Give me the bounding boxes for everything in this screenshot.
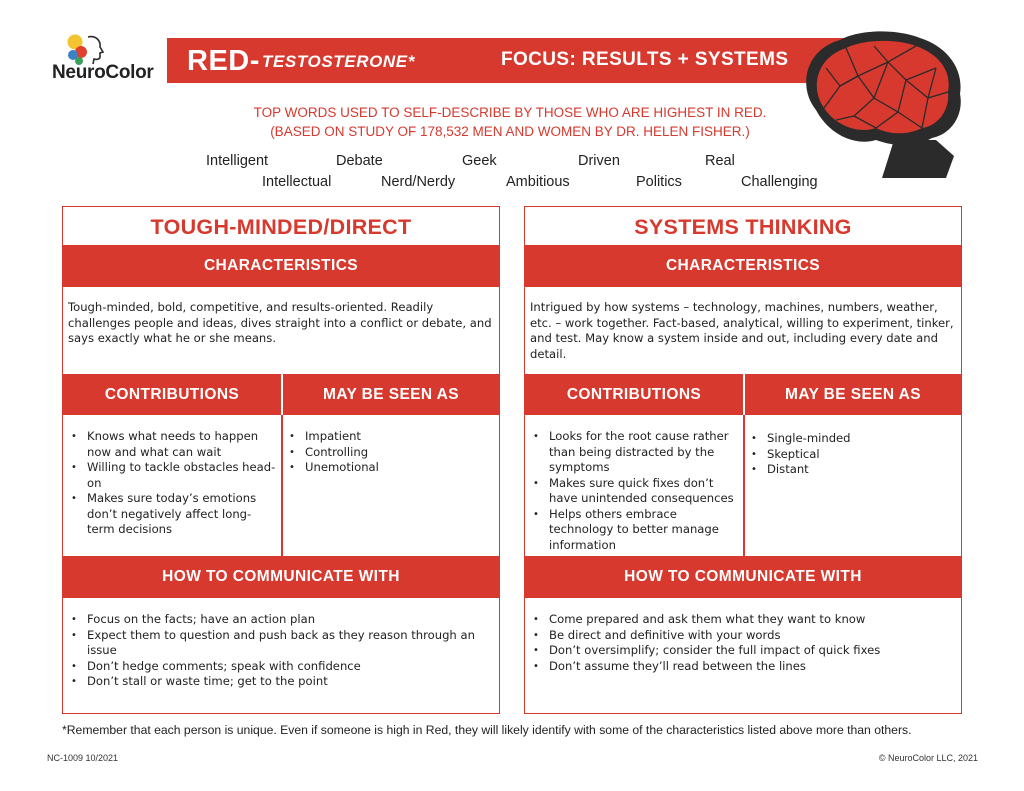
list-item: • Controlling: [286, 445, 491, 461]
list-item: • Helps others embrace technology to better manage information: [530, 507, 740, 554]
characteristics-header: CHARACTERISTICS: [63, 245, 499, 287]
intro-text: [180, 103, 840, 141]
list-item: • Expect them to question and push back as they reason through an issue: [68, 628, 496, 659]
word-item: Nerd/Nerdy: [381, 174, 456, 190]
list-item: • Distant: [748, 462, 953, 478]
word-item: Debate: [336, 153, 383, 169]
list-item: • Don’t assume they’ll read between the lines: [530, 659, 958, 675]
word-item: Intelligent: [206, 153, 269, 169]
contributions-seen-header: [63, 374, 499, 415]
word-item: Politics: [636, 174, 682, 190]
list-item: • Don’t hedge comments; speak with confidence: [68, 659, 496, 675]
how-to-communicate-list: [68, 612, 496, 690]
word-item: Real: [705, 153, 735, 169]
list-item: • Single-minded: [748, 431, 953, 447]
how-to-communicate-list: [530, 612, 958, 674]
characteristics-text: Intrigued by how systems – technology, machines, numbers, weather, etc. – work together. Fact-based, analytical, willing to experiment, tinker, and test. May know a system inside and out, including every date and detail.: [530, 300, 954, 361]
list-item: • Don’t oversimplify; consider the full impact of quick fixes: [530, 643, 958, 659]
characteristics-text: Tough-minded, bold, competitive, and results-oriented. Readily challenges people and ideas, dives straight into a conflict or debate, and says exactly what he or she means.: [68, 300, 492, 345]
neurocolor-logo: [48, 32, 154, 84]
list-item: • Looks for the root cause rather than being distracted by the symptoms: [530, 429, 740, 476]
characteristics-header: CHARACTERISTICS: [525, 245, 961, 287]
card-tough-minded: [62, 206, 500, 714]
word-item: Challenging: [741, 174, 818, 190]
how-to-communicate-header: HOW TO COMMUNICATE WITH: [525, 556, 961, 598]
word-item: Ambitious: [506, 174, 570, 190]
footnote: *Remember that each person is unique. Even if someone is high in Red, they will likely identify with some of the characteristics listed above more than others.: [62, 723, 912, 737]
intro-line-2: (BASED ON STUDY OF 178,532 MEN AND WOMEN BY DR. HELEN FISHER.): [270, 124, 750, 139]
banner-subtitle: TESTOSTERONE*: [262, 52, 415, 71]
copyright: © NeuroColor LLC, 2021: [878, 753, 978, 763]
contributions-header: CONTRIBUTIONS: [63, 374, 281, 415]
contributions-header: CONTRIBUTIONS: [525, 374, 743, 415]
seen-as-list: [748, 431, 953, 478]
column-divider: [743, 415, 745, 556]
list-item: • Willing to tackle obstacles head-on: [68, 460, 278, 491]
banner-title: RED-: [187, 45, 260, 77]
list-item: • Knows what needs to happen now and what can wait: [68, 429, 278, 460]
seen-as-list: [286, 429, 491, 476]
seen-as-header: MAY BE SEEN AS: [745, 374, 961, 415]
header-banner: [167, 38, 867, 83]
column-divider: [281, 415, 283, 556]
word-item: Intellectual: [262, 174, 332, 190]
card-title: TOUGH-MINDED/DIRECT: [150, 215, 412, 239]
logo-text: NeuroColor: [52, 62, 154, 83]
list-item: • Skeptical: [748, 447, 953, 463]
card-title: SYSTEMS THINKING: [634, 215, 852, 239]
seen-as-header: MAY BE SEEN AS: [283, 374, 499, 415]
list-item: • Makes sure quick fixes don’t have unintended consequences: [530, 476, 740, 507]
list-item: • Makes sure today’s emotions don’t negatively affect long-term decisions: [68, 491, 278, 538]
word-item: Geek: [462, 153, 497, 169]
list-item: • Come prepared and ask them what they want to know: [530, 612, 958, 628]
list-item: • Impatient: [286, 429, 491, 445]
list-item: • Don’t stall or waste time; get to the point: [68, 674, 496, 690]
list-item: • Focus on the facts; have an action plan: [68, 612, 496, 628]
document-code: NC-1009 10/2021: [47, 753, 119, 763]
contributions-list: [68, 429, 278, 538]
intro-line-1: TOP WORDS USED TO SELF-DESCRIBE BY THOSE WHO ARE HIGHEST IN RED.: [253, 105, 767, 120]
word-item: Driven: [578, 153, 620, 169]
banner-focus: FOCUS: RESULTS + SYSTEMS: [501, 49, 789, 70]
contributions-list: [530, 429, 740, 553]
contributions-seen-header: [525, 374, 961, 415]
list-item: • Unemotional: [286, 460, 491, 476]
list-item: • Be direct and definitive with your words: [530, 628, 958, 644]
card-systems-thinking: [524, 206, 962, 714]
how-to-communicate-header: HOW TO COMMUNICATE WITH: [63, 556, 499, 598]
